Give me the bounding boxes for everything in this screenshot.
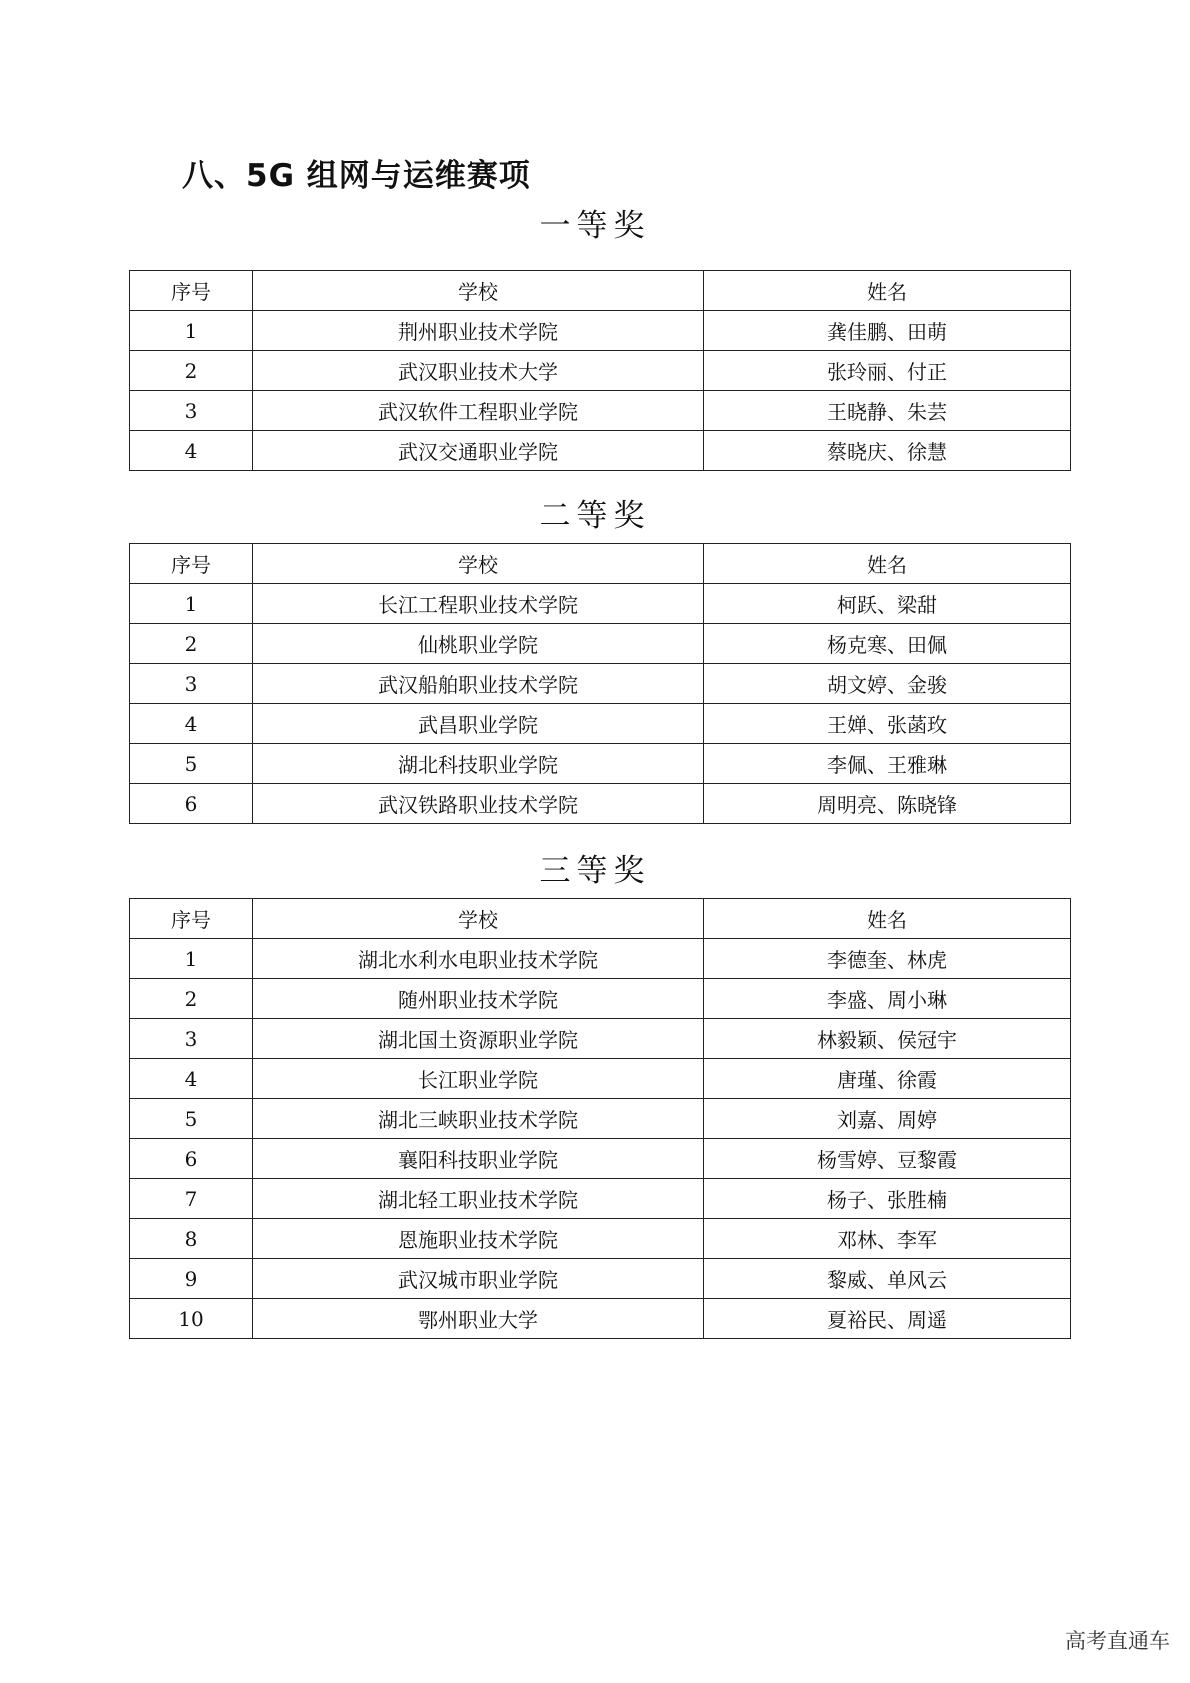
cell-seq: 6 <box>130 784 253 824</box>
cell-seq: 3 <box>130 664 253 704</box>
cell-name: 柯跃、梁甜 <box>704 584 1071 624</box>
cell-name: 杨克寒、田佩 <box>704 624 1071 664</box>
table-row <box>130 784 1071 824</box>
table-row <box>130 704 1071 744</box>
cell-school: 湖北轻工职业技术学院 <box>253 1179 704 1219</box>
column-header-seq: 序号 <box>130 271 253 311</box>
table-row <box>130 1019 1071 1059</box>
table-row <box>130 744 1071 784</box>
cell-school: 恩施职业技术学院 <box>253 1219 704 1259</box>
table-row <box>130 1099 1071 1139</box>
cell-school: 湖北三峡职业技术学院 <box>253 1099 704 1139</box>
cell-seq: 7 <box>130 1179 253 1219</box>
column-header-school: 学校 <box>253 271 704 311</box>
table-row <box>130 431 1071 471</box>
column-header-seq: 序号 <box>130 544 253 584</box>
award-title-third: 三等奖 <box>539 853 651 889</box>
cell-school: 武汉职业技术大学 <box>253 351 704 391</box>
cell-school: 武昌职业学院 <box>253 704 704 744</box>
column-header-name: 姓名 <box>704 271 1071 311</box>
cell-seq: 5 <box>130 1099 253 1139</box>
cell-school: 随州职业技术学院 <box>253 979 704 1019</box>
table-row <box>130 584 1071 624</box>
cell-seq: 1 <box>130 584 253 624</box>
table-row <box>130 1139 1071 1179</box>
table-row <box>130 1179 1071 1219</box>
table-row <box>130 1259 1071 1299</box>
table-row <box>130 1219 1071 1259</box>
cell-seq: 3 <box>130 1019 253 1059</box>
cell-seq: 4 <box>130 431 253 471</box>
cell-school: 湖北科技职业学院 <box>253 744 704 784</box>
cell-school: 武汉交通职业学院 <box>253 431 704 471</box>
cell-name: 李德奎、林虎 <box>704 939 1071 979</box>
cell-name: 林毅颖、侯冠宇 <box>704 1019 1071 1059</box>
column-header-name: 姓名 <box>704 899 1071 939</box>
award-table-first <box>129 270 1071 471</box>
table-row <box>130 311 1071 351</box>
cell-school: 湖北国土资源职业学院 <box>253 1019 704 1059</box>
cell-school: 荆州职业技术学院 <box>253 311 704 351</box>
column-header-school: 学校 <box>253 899 704 939</box>
column-header-seq: 序号 <box>130 899 253 939</box>
cell-school: 仙桃职业学院 <box>253 624 704 664</box>
column-header-school: 学校 <box>253 544 704 584</box>
table-row <box>130 391 1071 431</box>
award-title-second: 二等奖 <box>539 498 651 534</box>
cell-name: 李佩、王雅琳 <box>704 744 1071 784</box>
cell-name: 黎威、单风云 <box>704 1259 1071 1299</box>
cell-school: 武汉城市职业学院 <box>253 1259 704 1299</box>
cell-school: 襄阳科技职业学院 <box>253 1139 704 1179</box>
cell-name: 王晓静、朱芸 <box>704 391 1071 431</box>
cell-name: 蔡晓庆、徐慧 <box>704 431 1071 471</box>
table-header-row <box>130 899 1071 939</box>
table-row <box>130 979 1071 1019</box>
cell-seq: 6 <box>130 1139 253 1179</box>
cell-name: 唐瑾、徐霞 <box>704 1059 1071 1099</box>
cell-seq: 4 <box>130 704 253 744</box>
cell-school: 湖北水利水电职业技术学院 <box>253 939 704 979</box>
cell-name: 杨雪婷、豆黎霞 <box>704 1139 1071 1179</box>
cell-seq: 2 <box>130 624 253 664</box>
cell-seq: 1 <box>130 311 253 351</box>
cell-seq: 8 <box>130 1219 253 1259</box>
cell-name: 夏裕民、周遥 <box>704 1299 1071 1339</box>
award-table-second <box>129 543 1071 824</box>
award-table-third <box>129 898 1071 1339</box>
cell-name: 周明亮、陈晓锋 <box>704 784 1071 824</box>
cell-name: 刘嘉、周婷 <box>704 1099 1071 1139</box>
cell-seq: 2 <box>130 351 253 391</box>
cell-name: 杨子、张胜楠 <box>704 1179 1071 1219</box>
cell-school: 武汉船舶职业技术学院 <box>253 664 704 704</box>
award-title-first: 一等奖 <box>539 208 651 244</box>
table-header-row <box>130 544 1071 584</box>
cell-school: 武汉软件工程职业学院 <box>253 391 704 431</box>
cell-school: 鄂州职业大学 <box>253 1299 704 1339</box>
table-row <box>130 1059 1071 1099</box>
table-row <box>130 624 1071 664</box>
cell-name: 张玲丽、付正 <box>704 351 1071 391</box>
watermark: 高考直通车 <box>1065 1629 1170 1653</box>
section-title: 八、5G 组网与运维赛项 <box>182 158 531 194</box>
cell-name: 李盛、周小琳 <box>704 979 1071 1019</box>
table-row <box>130 1299 1071 1339</box>
cell-seq: 1 <box>130 939 253 979</box>
cell-seq: 10 <box>130 1299 253 1339</box>
cell-name: 胡文婷、金骏 <box>704 664 1071 704</box>
table-row <box>130 939 1071 979</box>
cell-name: 王婵、张菡玫 <box>704 704 1071 744</box>
table-header-row <box>130 271 1071 311</box>
cell-school: 长江工程职业技术学院 <box>253 584 704 624</box>
cell-seq: 3 <box>130 391 253 431</box>
cell-school: 武汉铁路职业技术学院 <box>253 784 704 824</box>
cell-seq: 4 <box>130 1059 253 1099</box>
cell-seq: 9 <box>130 1259 253 1299</box>
cell-school: 长江职业学院 <box>253 1059 704 1099</box>
table-row <box>130 351 1071 391</box>
cell-seq: 5 <box>130 744 253 784</box>
cell-seq: 2 <box>130 979 253 1019</box>
column-header-name: 姓名 <box>704 544 1071 584</box>
table-row <box>130 664 1071 704</box>
cell-name: 邓林、李军 <box>704 1219 1071 1259</box>
cell-name: 龚佳鹏、田萌 <box>704 311 1071 351</box>
